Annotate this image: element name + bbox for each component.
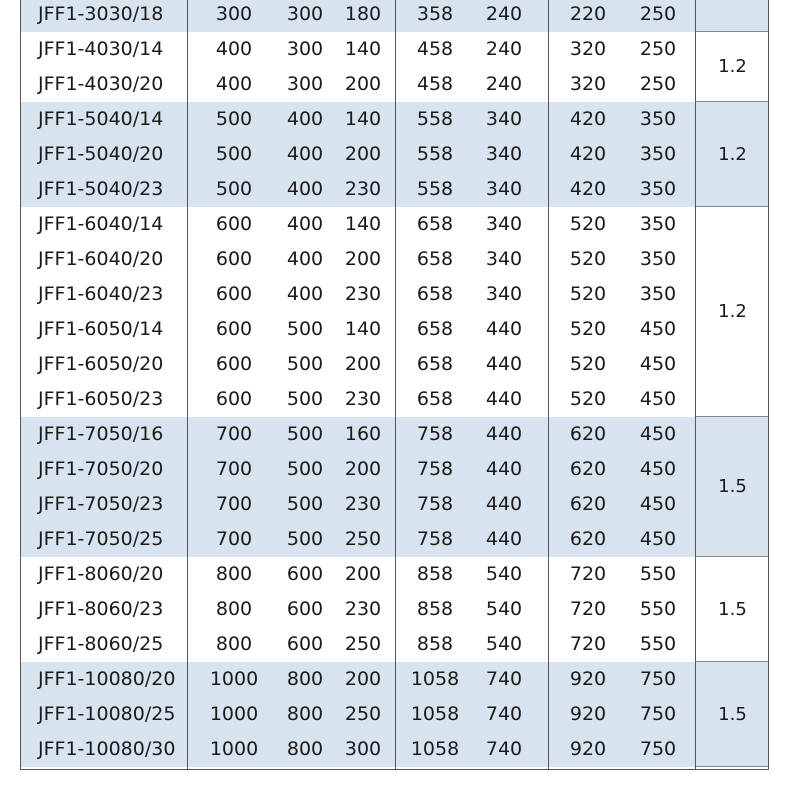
cell-thickness: 1.5 (718, 704, 747, 725)
cell-dim-b: 500 (286, 458, 324, 480)
column-divider (20, 0, 21, 770)
cell-dim-b: 600 (286, 633, 324, 655)
cell-dim-d: 458 (416, 38, 454, 60)
cell-model: JFF1-6050/20 (38, 353, 164, 375)
table-row (20, 172, 695, 207)
cell-dim-g: 350 (639, 213, 677, 235)
cell-dim-f: 620 (569, 493, 607, 515)
cell-dim-d: 558 (416, 108, 454, 130)
cell-dim-g: 450 (639, 493, 677, 515)
cell-dim-d: 1058 (410, 703, 460, 725)
cell-dim-g: 550 (639, 563, 677, 585)
table-row (20, 0, 695, 32)
cell-model: JFF1-6050/23 (38, 388, 164, 410)
cell-dim-e: 440 (485, 318, 523, 340)
cell-model: JFF1-4030/20 (38, 73, 164, 95)
cell-dim-c: 200 (344, 73, 382, 95)
cell-dim-a: 400 (215, 38, 253, 60)
cell-dim-e: 740 (485, 738, 523, 760)
cell-dim-f: 320 (569, 73, 607, 95)
cell-dim-f: 520 (569, 388, 607, 410)
cell-thickness: 1.2 (718, 144, 747, 165)
cell-dim-b: 400 (286, 283, 324, 305)
cell-dim-g: 450 (639, 458, 677, 480)
table-row (20, 417, 695, 452)
cell-dim-g: 750 (639, 738, 677, 760)
cell-dim-f: 520 (569, 283, 607, 305)
cell-dim-e: 240 (485, 38, 523, 60)
cell-dim-e: 340 (485, 283, 523, 305)
cell-dim-a: 700 (215, 423, 253, 445)
cell-dim-g: 350 (639, 108, 677, 130)
cell-dim-d: 558 (416, 178, 454, 200)
cell-dim-f: 520 (569, 318, 607, 340)
cell-dim-c: 200 (344, 353, 382, 375)
cell-dim-b: 400 (286, 178, 324, 200)
cell-dim-a: 700 (215, 528, 253, 550)
cell-dim-a: 800 (215, 598, 253, 620)
cell-dim-a: 800 (215, 563, 253, 585)
cell-dim-b: 400 (286, 248, 324, 270)
cell-dim-d: 858 (416, 563, 454, 585)
cell-thickness: 1.5 (718, 599, 747, 620)
cell-dim-g: 450 (639, 528, 677, 550)
cell-model: JFF1-8060/20 (38, 563, 164, 585)
cell-dim-c: 140 (344, 108, 382, 130)
cell-dim-b: 400 (286, 108, 324, 130)
cell-dim-g: 450 (639, 388, 677, 410)
table-row (20, 557, 695, 592)
cell-dim-g: 350 (639, 248, 677, 270)
cell-dim-b: 600 (286, 563, 324, 585)
cell-dim-d: 858 (416, 598, 454, 620)
cell-model: JFF1-10080/30 (38, 738, 176, 760)
group-divider (696, 766, 769, 767)
cell-dim-f: 620 (569, 423, 607, 445)
table-row (20, 242, 695, 277)
cell-dim-a: 300 (215, 3, 253, 25)
cell-dim-c: 140 (344, 318, 382, 340)
cell-dim-c: 140 (344, 213, 382, 235)
table-row (20, 732, 695, 767)
cell-model: JFF1-7050/25 (38, 528, 164, 550)
cell-dim-f: 520 (569, 353, 607, 375)
cell-dim-c: 230 (344, 493, 382, 515)
cell-model: JFF1-7050/20 (38, 458, 164, 480)
spec-table (20, 0, 769, 770)
cell-dim-c: 140 (344, 38, 382, 60)
cell-dim-e: 740 (485, 703, 523, 725)
table-row (20, 277, 695, 312)
cell-dim-c: 230 (344, 598, 382, 620)
cell-thickness: 1.2 (718, 301, 747, 322)
cell-dim-g: 250 (639, 3, 677, 25)
cell-dim-a: 1000 (209, 703, 259, 725)
table-row (20, 32, 695, 67)
table-row (20, 592, 695, 627)
cell-dim-f: 420 (569, 108, 607, 130)
cell-dim-a: 600 (215, 388, 253, 410)
cell-dim-b: 500 (286, 353, 324, 375)
cell-dim-e: 340 (485, 108, 523, 130)
cell-dim-c: 300 (344, 738, 382, 760)
cell-dim-e: 540 (485, 633, 523, 655)
cell-dim-e: 440 (485, 458, 523, 480)
cell-model: JFF1-6040/14 (38, 213, 164, 235)
cell-model: JFF1-5040/23 (38, 178, 164, 200)
cell-dim-b: 300 (286, 3, 324, 25)
cell-dim-e: 540 (485, 598, 523, 620)
cell-dim-a: 600 (215, 353, 253, 375)
cell-model: JFF1-10080/25 (38, 703, 176, 725)
cell-dim-c: 160 (344, 423, 382, 445)
cell-dim-d: 758 (416, 528, 454, 550)
cell-dim-e: 240 (485, 3, 523, 25)
cell-dim-e: 340 (485, 248, 523, 270)
cell-dim-f: 620 (569, 458, 607, 480)
cell-model: JFF1-4030/14 (38, 38, 164, 60)
cell-dim-e: 340 (485, 143, 523, 165)
cell-dim-b: 300 (286, 73, 324, 95)
column-divider (187, 0, 188, 770)
cell-dim-d: 1058 (410, 668, 460, 690)
cell-dim-e: 440 (485, 353, 523, 375)
cell-dim-c: 250 (344, 703, 382, 725)
cell-dim-g: 750 (639, 668, 677, 690)
table-row (20, 67, 695, 102)
table-row (20, 137, 695, 172)
cell-dim-d: 858 (416, 633, 454, 655)
cell-model: JFF1-10080/20 (38, 668, 176, 690)
cell-model: JFF1-5040/14 (38, 108, 164, 130)
cell-dim-d: 758 (416, 458, 454, 480)
cell-dim-e: 540 (485, 563, 523, 585)
cell-dim-c: 200 (344, 143, 382, 165)
table-bottom-border (20, 769, 769, 770)
cell-dim-a: 600 (215, 318, 253, 340)
cell-dim-a: 800 (215, 633, 253, 655)
cell-dim-e: 740 (485, 668, 523, 690)
column-divider (695, 0, 696, 770)
table-row (20, 382, 695, 417)
cell-dim-f: 620 (569, 528, 607, 550)
cell-dim-a: 600 (215, 248, 253, 270)
cell-dim-a: 500 (215, 108, 253, 130)
cell-dim-c: 250 (344, 528, 382, 550)
cell-dim-a: 1000 (209, 668, 259, 690)
cell-dim-d: 1058 (410, 738, 460, 760)
cell-dim-b: 500 (286, 423, 324, 445)
cell-dim-f: 920 (569, 703, 607, 725)
cell-model: JFF1-5040/20 (38, 143, 164, 165)
cell-dim-a: 400 (215, 73, 253, 95)
cell-dim-f: 220 (569, 3, 607, 25)
cell-dim-g: 450 (639, 423, 677, 445)
cell-dim-f: 520 (569, 213, 607, 235)
table-row (20, 487, 695, 522)
cell-dim-d: 358 (416, 3, 454, 25)
cell-thickness: 1.2 (718, 56, 747, 77)
cell-dim-g: 750 (639, 703, 677, 725)
cell-dim-a: 500 (215, 143, 253, 165)
cell-dim-b: 800 (286, 738, 324, 760)
cell-dim-f: 320 (569, 38, 607, 60)
cell-model: JFF1-8060/23 (38, 598, 164, 620)
cell-dim-a: 1000 (209, 738, 259, 760)
cell-dim-e: 440 (485, 493, 523, 515)
table-row (20, 662, 695, 697)
column-divider (548, 0, 549, 770)
cell-dim-a: 700 (215, 493, 253, 515)
cell-dim-f: 920 (569, 668, 607, 690)
cell-dim-d: 458 (416, 73, 454, 95)
cell-dim-c: 250 (344, 633, 382, 655)
cell-dim-c: 200 (344, 458, 382, 480)
cell-model: JFF1-6050/14 (38, 318, 164, 340)
table-row (20, 522, 695, 557)
table-row (20, 452, 695, 487)
cell-dim-a: 500 (215, 178, 253, 200)
cell-dim-d: 758 (416, 423, 454, 445)
cell-dim-f: 420 (569, 143, 607, 165)
cell-dim-c: 230 (344, 283, 382, 305)
cell-dim-c: 200 (344, 563, 382, 585)
cell-dim-e: 440 (485, 388, 523, 410)
cell-dim-d: 658 (416, 283, 454, 305)
cell-dim-e: 340 (485, 178, 523, 200)
cell-model: JFF1-7050/16 (38, 423, 164, 445)
cell-dim-g: 550 (639, 598, 677, 620)
cell-dim-g: 550 (639, 633, 677, 655)
column-divider (395, 0, 396, 770)
cell-dim-d: 658 (416, 248, 454, 270)
cell-dim-g: 350 (639, 143, 677, 165)
cell-dim-b: 400 (286, 213, 324, 235)
cell-dim-f: 720 (569, 598, 607, 620)
cell-dim-f: 420 (569, 178, 607, 200)
cell-dim-g: 250 (639, 38, 677, 60)
cell-dim-f: 720 (569, 563, 607, 585)
cell-dim-d: 658 (416, 388, 454, 410)
column-divider (768, 0, 769, 770)
table-row (20, 312, 695, 347)
table-row (20, 697, 695, 732)
cell-dim-f: 920 (569, 738, 607, 760)
table-row (20, 102, 695, 137)
cell-model: JFF1-3030/18 (38, 3, 164, 25)
cell-dim-b: 300 (286, 38, 324, 60)
cell-dim-d: 758 (416, 493, 454, 515)
cell-dim-c: 200 (344, 668, 382, 690)
cell-dim-d: 558 (416, 143, 454, 165)
cell-dim-a: 600 (215, 213, 253, 235)
cell-model: JFF1-7050/23 (38, 493, 164, 515)
cell-dim-b: 800 (286, 703, 324, 725)
cell-dim-b: 500 (286, 528, 324, 550)
cell-dim-c: 200 (344, 248, 382, 270)
table-row (20, 347, 695, 382)
cell-dim-a: 700 (215, 458, 253, 480)
cell-dim-c: 230 (344, 178, 382, 200)
cell-dim-d: 658 (416, 213, 454, 235)
cell-dim-b: 500 (286, 493, 324, 515)
cell-dim-c: 230 (344, 388, 382, 410)
cell-dim-e: 240 (485, 73, 523, 95)
cell-dim-e: 340 (485, 213, 523, 235)
cell-dim-f: 720 (569, 633, 607, 655)
cell-dim-b: 500 (286, 388, 324, 410)
cell-dim-e: 440 (485, 423, 523, 445)
cell-dim-b: 400 (286, 143, 324, 165)
table-row (20, 627, 695, 662)
cell-dim-g: 350 (639, 283, 677, 305)
cell-dim-b: 800 (286, 668, 324, 690)
cell-model: JFF1-6040/20 (38, 248, 164, 270)
cell-dim-d: 658 (416, 353, 454, 375)
cell-dim-d: 658 (416, 318, 454, 340)
cell-dim-g: 450 (639, 353, 677, 375)
cell-thickness: 1.5 (718, 476, 747, 497)
cell-dim-f: 520 (569, 248, 607, 270)
cell-dim-g: 350 (639, 178, 677, 200)
cell-dim-g: 450 (639, 318, 677, 340)
table-row (20, 207, 695, 242)
cell-dim-a: 600 (215, 283, 253, 305)
cell-model: JFF1-8060/25 (38, 633, 164, 655)
cell-dim-e: 440 (485, 528, 523, 550)
cell-dim-b: 600 (286, 598, 324, 620)
cell-dim-b: 500 (286, 318, 324, 340)
cell-dim-c: 180 (344, 3, 382, 25)
cell-model: JFF1-6040/23 (38, 283, 164, 305)
cell-dim-g: 250 (639, 73, 677, 95)
